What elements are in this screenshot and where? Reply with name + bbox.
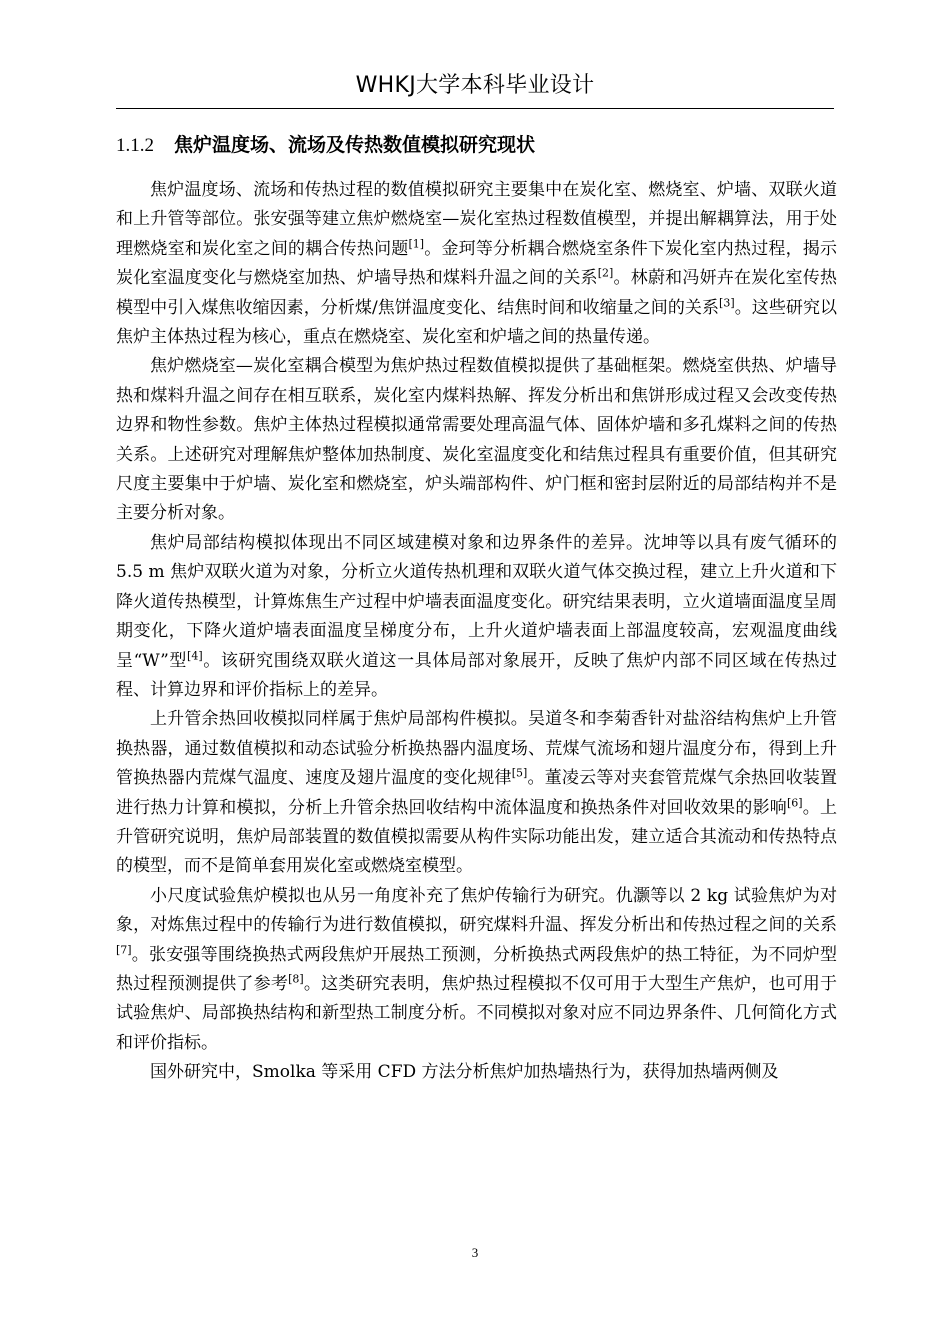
- paragraph-text: 。上升管研究说明，焦炉局部装置的数值模拟需要从构件实际功能出发，建立适合其流动和传热特点的模型，而不是简单套用炭化室或燃烧室模型。: [116, 797, 838, 877]
- paragraph: [116, 529, 837, 705]
- header-rule: [116, 108, 834, 109]
- paragraph-text: 。这些研究以焦炉主体热过程为核心，重点在燃烧室、炭化室和炉墙之间的热量传递。: [116, 297, 838, 348]
- paragraph-text: 。该研究围绕双联火道这一具体局部对象展开，反映了焦炉内部不同区域在传热过程、计算边界和评价指标上的差异。: [116, 650, 838, 700]
- paragraph: [116, 882, 837, 1058]
- body-text: [116, 176, 837, 1088]
- section-heading: [116, 130, 535, 157]
- citation-ref: [2]: [597, 266, 614, 280]
- section-title-text: 焦炉温度场、流场及传热数值模拟研究现状: [174, 134, 536, 156]
- citation-ref: [3]: [719, 295, 735, 309]
- citation-ref: [6]: [787, 795, 803, 809]
- paragraph-text: 焦炉局部结构模拟体现出不同区域建模对象和边界条件的差异。沈坤等以具有废气循环的 5.5 m 焦炉双联火道为对象，分析立火道传热机理和双联火道气体交换过程，建立上升火道和下降火道传热模型，计算炼焦生产过程中炉墙表面温度变化。研究结果表明，立火道墙面温度呈周期变化，下降火道炉墙表面温度呈梯度分布，上升火道炉墙表面上部温度较高，宏观温度曲线呈“W”型: [116, 532, 837, 671]
- paragraph-text: 。林蔚和冯妍卉在炭化室传热模型中引入煤焦收缩因素，分析煤/焦饼温度变化、结焦时间和收缩量之间的关系: [116, 268, 838, 318]
- paragraph-text: 。金珂等分析耦合燃烧室条件下炭化室内热过程，揭示炭化室温度变化与燃烧室加热、炉墙导热和煤料升温之间的关系: [116, 238, 838, 289]
- running-header: WHKJ大学本科毕业设计: [355, 73, 595, 98]
- paragraph: [116, 352, 837, 528]
- paragraph-text: 。这类研究表明，焦炉热过程模拟不仅可用于大型生产焦炉，也可用于试验焦炉、局部换热结构和新型热工制度分析。不同模拟对象对应不同边界条件、几何简化方式和评价指标。: [116, 973, 838, 1053]
- paragraph: [116, 176, 837, 352]
- paragraph-text: 国外研究中，Smolka 等采用 CFD 方法分析焦炉加热墙热行为，获得加热墙两侧及: [150, 1062, 779, 1083]
- citation-ref: [5]: [511, 766, 528, 780]
- paragraph-text: 焦炉燃烧室—炭化室耦合模型为焦炉热过程数值模拟提供了基础框架。燃烧室供热、炉墙导热和煤料升温之间存在相互联系，炭化室内煤料热解、挥发分析出和焦饼形成过程又会改变传热边界和物性参数。焦炉主体热过程模拟通常需要处理高温气体、固体炉墙和多孔煤料之间的传热关系。上述研究对理解焦炉整体加热制度、炭化室温度变化和结焦过程具有重要价值，但其研究尺度主要集中于炉墙、炭化室和燃烧室，炉头端部构件、炉门框和密封层附近的局部结构并不是主要分析对象。: [116, 356, 837, 524]
- citation-ref: [8]: [288, 972, 304, 986]
- citation-ref: [7]: [116, 942, 132, 956]
- paragraph-text: 。董凌云等对夹套管荒煤气余热回收装置进行热力计算和模拟，分析上升管余热回收结构中流体温度和换热条件对回收效果的影响: [116, 768, 838, 818]
- paragraph-text: 上升管余热回收模拟同样属于焦炉局部构件模拟。吴道冬和李菊香针对盐浴结构焦炉上升管换热器，通过数值模拟和动态试验分析换热器内温度场、荒煤气流场和翅片温度分布，得到上升管换热器内荒煤气温度、速度及翅片温度的变化规律: [116, 709, 837, 789]
- paragraph: [116, 705, 837, 881]
- citation-ref: [1]: [408, 237, 425, 251]
- paragraph-text: 焦炉温度场、流场和传热过程的数值模拟研究主要集中在炭化室、燃烧室、炉墙、双联火道和上升管等部位。张安强等建立焦炉燃烧室—炭化室热过程数值模型，并提出解耦算法，用于处理燃烧室和炭化室之间的耦合传热问题: [116, 180, 837, 259]
- citation-ref: [4]: [187, 648, 203, 662]
- paragraph: [116, 1058, 837, 1087]
- paragraph-text: 。张安强等围绕换热式两段焦炉开展热工预测，分析换热式两段焦炉的热工特征，为不同炉型热过程预测提供了参考: [116, 944, 837, 994]
- paragraph-text: 小尺度试验焦炉模拟也从另一角度补充了焦炉传输行为研究。仇灏等以 2 kg 试验焦炉为对象，对炼焦过程中的传输行为进行数值模拟，研究煤料升温、挥发分析出和传热过程之间的关系: [116, 885, 837, 936]
- section-number: 1.1.2: [116, 135, 154, 156]
- page-number: 3: [471, 1245, 479, 1260]
